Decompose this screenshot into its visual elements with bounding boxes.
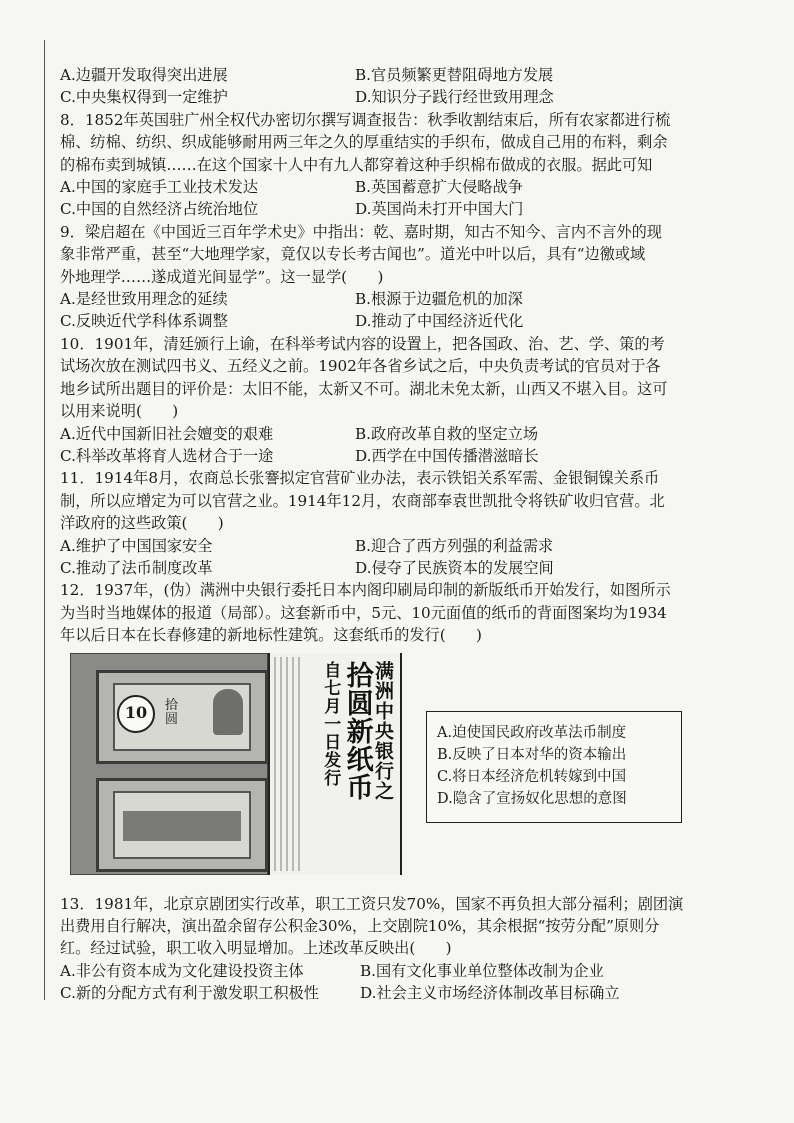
headline-column-1: 满洲中央银行之 <box>372 660 394 801</box>
q12-option-b[interactable]: B.反映了日本对华的资本输出 <box>437 746 627 763</box>
q13-stem-line: 出费用自行解决，演出盈余留存公积金30%，上交剧院10%，其余根据“按劳分配”原则分 <box>60 916 660 935</box>
headline-column-3: 自七月一日发行 <box>320 660 341 787</box>
page-edge-line <box>44 40 45 1000</box>
portrait-icon <box>213 689 243 735</box>
q10-option-d[interactable]: D.西学在中国传播潜滋暗长 <box>355 446 539 465</box>
q11-stem-line: 制，所以应增定为可以官营之业。1914年12月，农商部奉袁世凯批令将铁矿收归官营。北 <box>60 491 665 510</box>
q13-option-a[interactable]: A.非公有资本成为文化建设投资主体 <box>60 961 304 980</box>
q12-option-a[interactable]: A.迫使国民政府改革法币制度 <box>437 724 627 741</box>
q9-option-a[interactable]: A.是经世致用理念的延续 <box>60 290 228 309</box>
question-11 <box>60 467 740 579</box>
banknote-denomination-text: 拾圆 <box>165 697 179 727</box>
question-10 <box>60 333 740 467</box>
question-8 <box>60 109 740 221</box>
question-13 <box>60 893 740 1005</box>
question-12 <box>60 579 740 888</box>
q12-figure <box>60 653 740 889</box>
q7-option-a[interactable]: A.边疆开发取得突出进展 <box>60 66 228 84</box>
q11-option-d[interactable]: D.侵夺了民族资本的发展空间 <box>355 558 554 577</box>
q10-option-c[interactable]: C.科举改革将育人选材合于一途 <box>60 446 274 465</box>
q10-option-b[interactable]: B.政府改革自救的坚定立场 <box>355 424 539 443</box>
exam-content <box>60 64 740 1005</box>
headline-column-2: 拾圆新纸币 <box>341 660 373 801</box>
banknote-back <box>96 778 268 872</box>
q10-stem-line: 10．1901年，清廷颁行上谕，在科举考试内容的设置上，把各国政、治、艺、学、策的考 <box>60 334 665 353</box>
q8-option-c[interactable]: C.中国的自然经济占统治地位 <box>60 200 259 219</box>
question-9 <box>60 221 740 333</box>
q8-option-b[interactable]: B.英国蓄意扩大侵略战争 <box>355 178 523 197</box>
q11-stem-line: 11．1914年8月，农商总长张謇拟定官营矿业办法，表示铁铝关系军需、金银铜镍关系币 <box>60 469 660 488</box>
q7-option-d[interactable]: D.知识分子践行经世致用理念 <box>355 88 554 107</box>
q13-stem-line: 红。经过试验，职工收入明显增加。上述改革反映出( ) <box>60 939 452 958</box>
q12-option-c[interactable]: C.将日本经济危机转嫁到中国 <box>437 768 627 785</box>
q10-stem-line: 地乡试所出题目的评价是：太旧不能，太新又不可。湖北未免太新，山西又不堪入目。这可 <box>60 379 668 398</box>
banknote-photo <box>70 653 268 875</box>
q7-options-row-2 <box>60 86 740 108</box>
newspaper-text-columns <box>274 657 304 871</box>
q12-options-box <box>426 711 682 823</box>
q9-option-b[interactable]: B.根源于边疆危机的加深 <box>355 290 523 309</box>
q8-stem-line: 8．1852年英国驻广州全权代办密切尔撰写调查报告：秋季收割结束后，所有农家都进行梳 <box>60 110 671 129</box>
banknote-value: 10 <box>117 695 155 733</box>
q7-option-c[interactable]: C.中央集权得到一定维护 <box>60 88 228 107</box>
q7-option-b[interactable]: B.官员频繁更替阻碍地方发展 <box>355 66 554 84</box>
q8-stem-line: 的棉布卖到城镇……在这个国家十人中有九人都穿着这种手织棉布做成的衣服。据此可知 <box>60 155 653 174</box>
q9-option-c[interactable]: C.反映近代学科体系调整 <box>60 312 228 331</box>
q11-option-a[interactable]: A.维护了中国国家安全 <box>60 536 213 555</box>
q9-stem-line: 象非常严重，甚至“大地理学家，竟仅以专长考古闻也”。道光中叶以后，具有“边徼或域 <box>60 245 646 264</box>
q9-option-d[interactable]: D.推动了中国经济近代化 <box>355 312 524 331</box>
banknote-front <box>96 670 268 764</box>
q7-options-row-1 <box>60 64 740 86</box>
q10-stem-line: 试场次放在测试四书义、五经义之前。1902年各省乡试之后，中央负责考试的官员对于各 <box>60 357 661 376</box>
q10-option-a[interactable]: A.近代中国新旧社会嬗变的艰难 <box>60 424 274 443</box>
q13-option-c[interactable]: C.新的分配方式有利于激发职工积极性 <box>60 984 319 1003</box>
q11-option-b[interactable]: B.迎合了西方列强的利益需求 <box>355 536 554 555</box>
q12-stem-line: 12．1937年，(伪）满洲中央银行委托日本内阁印刷局印制的新版纸币开始发行，如图所示 <box>60 581 671 600</box>
q8-option-d[interactable]: D.英国尚未打开中国大门 <box>355 200 524 219</box>
q12-stem-line: 为当时当地媒体的报道（局部）。这套新币中，5元、10元面值的纸币的背面图案均为1934 <box>60 603 667 622</box>
q8-option-a[interactable]: A.中国的家庭手工业技术发达 <box>60 178 259 197</box>
q10-stem-line: 以用来说明( ) <box>60 402 179 421</box>
newspaper-headline <box>308 661 394 869</box>
q13-option-d[interactable]: D.社会主义市场经济体制改革目标确立 <box>360 984 620 1003</box>
newspaper-clipping <box>268 653 402 875</box>
q11-option-c[interactable]: C.推动了法币制度改革 <box>60 558 213 577</box>
q12-option-d[interactable]: D.隐含了宣扬奴化思想的意图 <box>437 790 627 807</box>
q12-stem-line: 年以后日本在长春修建的新地标性建筑。这套纸币的发行( ) <box>60 626 482 645</box>
q8-stem-line: 棉、纺棉、纺织、织成能够耐用两三年之久的厚重结实的手织布，做成自己用的布料，剩余 <box>60 133 668 152</box>
q13-option-b[interactable]: B.国有文化事业单位整体改制为企业 <box>360 961 604 980</box>
q13-stem-line: 13．1981年，北京京剧团实行改革，职工工资只发70%，国家不再负担大部分福利；剧团演 <box>60 894 684 913</box>
q9-stem-line: 9．梁启超在《中国近三百年学术史》中指出：乾、嘉时期，知古不知今、言内不言外的现 <box>60 222 662 241</box>
q11-stem-line: 洋政府的这些政策( ) <box>60 514 224 533</box>
building-icon <box>123 811 241 841</box>
q9-stem-line: 外地理学……遂成道光间显学”。这一显学( ) <box>60 267 384 286</box>
